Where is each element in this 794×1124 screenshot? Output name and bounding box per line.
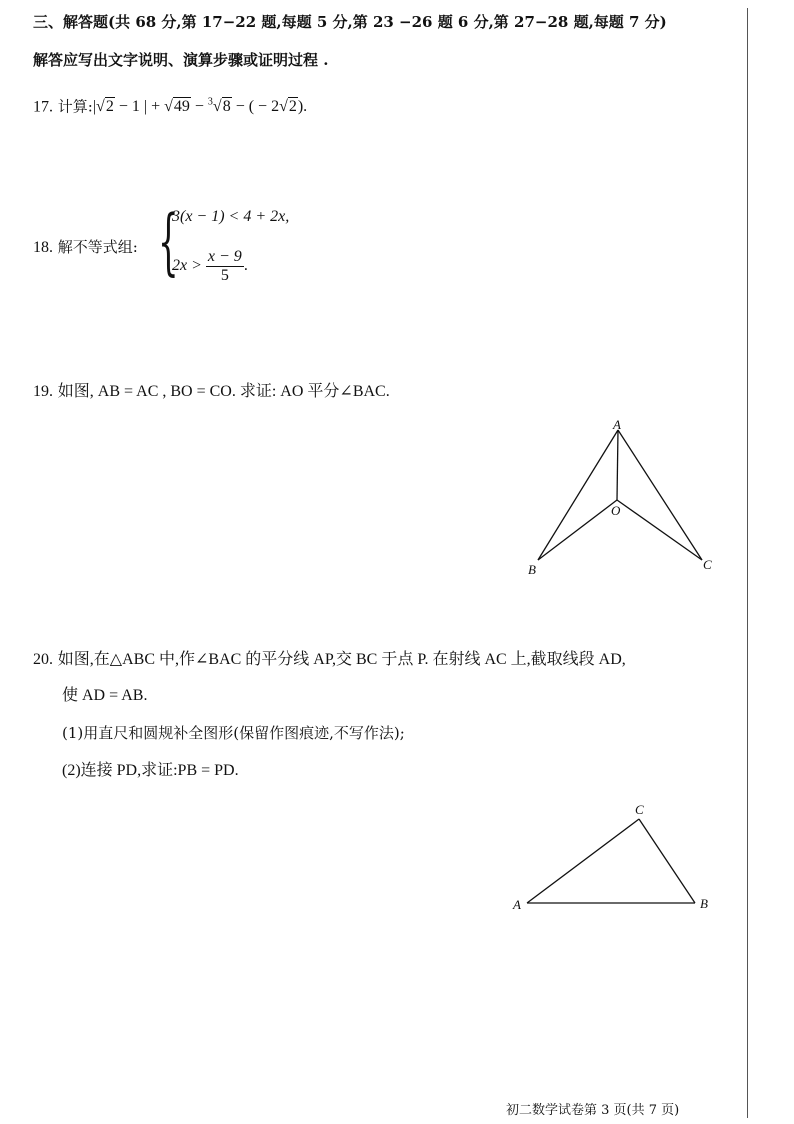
- q17-number: 17.: [33, 98, 53, 116]
- question-17: [33, 93, 307, 117]
- question-20: [33, 649, 626, 670]
- segment-AB: [538, 430, 618, 560]
- cube-root-index: 3: [207, 97, 213, 108]
- q18-label: [33, 237, 138, 258]
- q18-fraction: [206, 248, 244, 285]
- segment-AC: [527, 819, 639, 903]
- segment-AO: [617, 430, 618, 500]
- figure-q19: [520, 412, 730, 582]
- section-instruction: 解答应写出文字说明、演算步骤或证明过程 .: [33, 51, 329, 69]
- q17-expression: |√2 − 1 | + √49 − $^3$√8 − ( − 2√2).: [92, 97, 308, 116]
- q18-inequality-1: 3(x − 1) < 4 + 2x,: [172, 208, 290, 225]
- margin-rule: [747, 8, 748, 1118]
- q20-part2: (2)连接 PD,求证:PB = PD.: [62, 762, 239, 779]
- label-O: O: [611, 503, 621, 518]
- question-19: [33, 381, 390, 402]
- fraction-denominator: 5: [220, 267, 229, 284]
- abs-bar-left: |: [92, 98, 97, 116]
- q18-lead: 解不等式组:: [57, 238, 138, 256]
- label-C: C: [635, 802, 644, 817]
- q19-number: 19.: [33, 383, 53, 400]
- q18-lhs: 2x >: [172, 257, 206, 275]
- label-A: A: [613, 417, 621, 432]
- segment-BO: [538, 500, 617, 560]
- q20-line1: 如图,在△ABC 中,作∠BAC 的平分线 AP,交 BC 于点 P. 在射线 AC 上,截取线段 AD,: [57, 651, 626, 668]
- q18-inequality-2: [172, 248, 248, 285]
- page-footer: 初二数学试卷第 3 页(共 7 页): [506, 1103, 680, 1118]
- cbrt-8: 8: [222, 98, 231, 116]
- label-C: C: [703, 557, 712, 572]
- q18-number: 18.: [33, 239, 53, 256]
- figure-q20: [505, 798, 725, 918]
- label-B: B: [528, 562, 536, 577]
- segment-AC: [618, 430, 702, 560]
- plus-sign: +: [147, 98, 165, 116]
- abs-bar-right: |: [143, 98, 148, 116]
- q20-number: 20.: [33, 651, 53, 668]
- label-B: B: [700, 896, 708, 911]
- fraction-numerator: x − 9: [207, 248, 242, 265]
- minus-sign: −: [190, 98, 208, 116]
- minus-one: − 1: [114, 98, 140, 116]
- q17-lead: 计算:: [57, 97, 93, 116]
- segment-CO: [617, 500, 702, 560]
- segment-BC: [639, 819, 695, 903]
- minus-paren: − ( − 2: [231, 98, 280, 116]
- sqrt-2b: 2: [288, 98, 297, 116]
- q20-line2: 使 AD = AB.: [62, 687, 148, 704]
- q18-period: .: [243, 257, 248, 275]
- sqrt-2: 2: [105, 98, 114, 116]
- q20-part1: (1)用直尺和圆规补全图形(保留作图痕迹,不写作法);: [62, 724, 405, 742]
- section-heading: 三、解答题(共 68 分,第 17−22 题,每题 5 分,第 23 −26 题 6 分,第 27−28 题,每题 7 分): [33, 13, 667, 31]
- close-paren: ).: [297, 98, 308, 116]
- sqrt-49: 49: [173, 98, 190, 116]
- q19-text: 如图, AB = AC , BO = CO. 求证: AO 平分∠BAC.: [57, 383, 390, 400]
- label-A: A: [513, 897, 521, 912]
- system-brace: {: [158, 199, 179, 283]
